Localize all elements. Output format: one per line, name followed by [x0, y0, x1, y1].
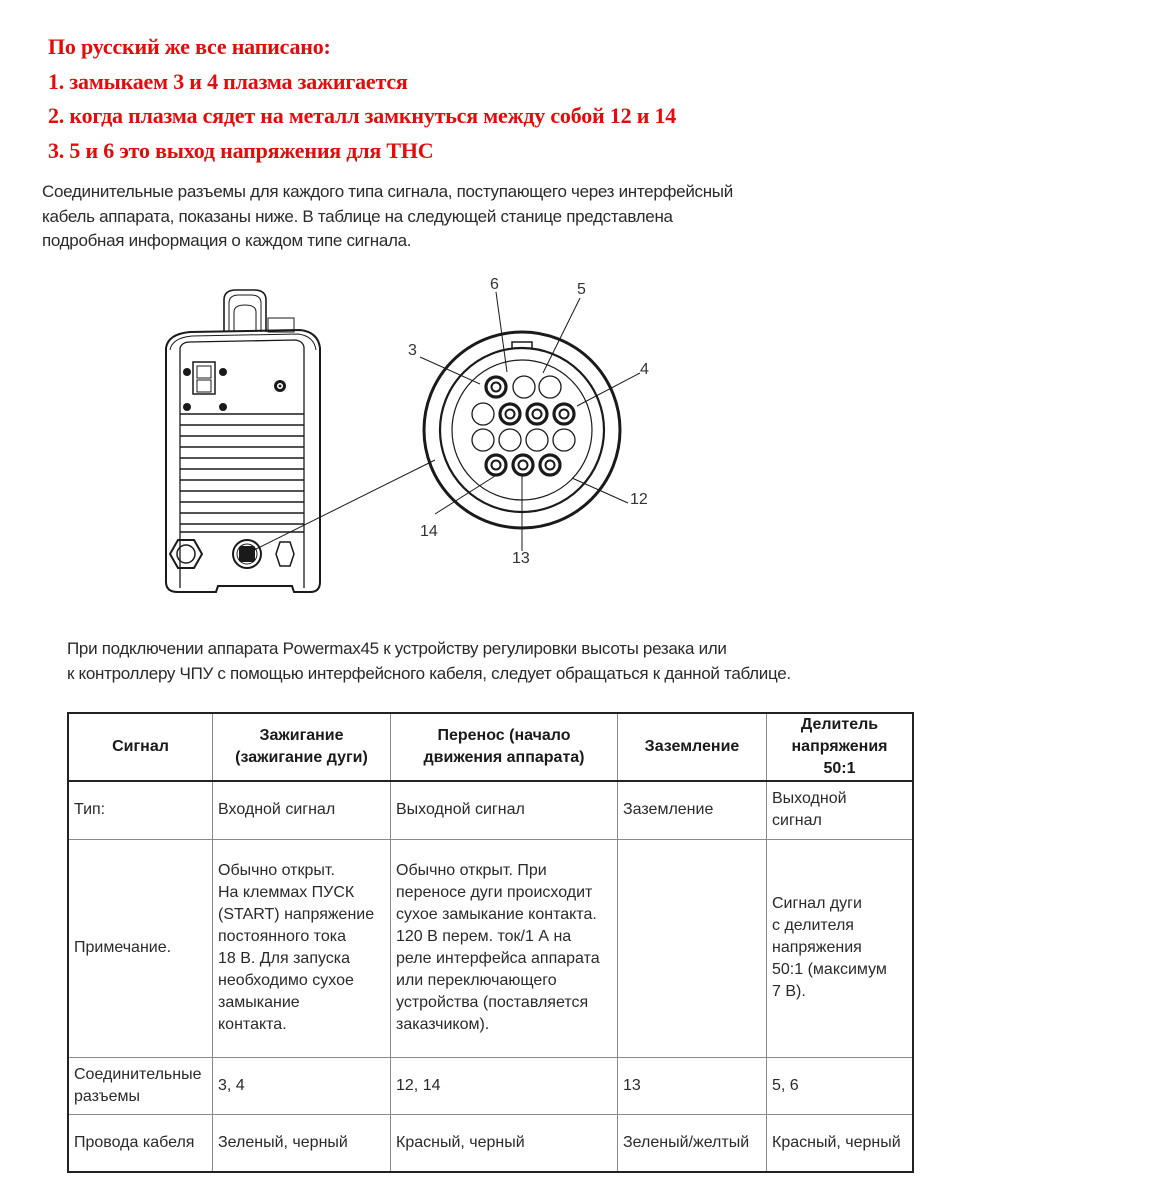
table-row-note — [68, 839, 913, 1057]
pin-label-6: 6 — [490, 276, 499, 293]
paragraph-line: к контроллеру ЧПУ с помощью интерфейсного кабеля, следует обращаться к данной таблице. — [67, 664, 791, 683]
table-cell: Зеленый/желтый — [618, 1114, 767, 1172]
intro-line: подробная информация о каждом типе сигнала. — [42, 231, 412, 250]
table-cell: 12, 14 — [391, 1057, 618, 1114]
table-cell: Сигнал дуги с делителя напряжения 50:1 (максимум 7 В). — [767, 839, 914, 1057]
table-cell-empty — [618, 839, 767, 1057]
annotation-line: 3. 5 и 6 это выход напряжения для THC — [48, 137, 434, 163]
device-and-connector-drawing — [150, 270, 670, 610]
table-row-connectors — [68, 1057, 913, 1114]
connector-figure — [150, 270, 670, 610]
row-label: Тип: — [68, 781, 213, 839]
annotation-line: 2. когда плазма сядет на металл замкнуться между собой 12 и 14 — [48, 103, 677, 128]
paragraph-line: При подключении аппарата Powermax45 к устройству регулировки высоты резака или — [67, 639, 727, 658]
table-cell: Красный, черный — [767, 1114, 914, 1172]
pin-label-3: 3 — [408, 342, 417, 359]
annotation-note — [48, 30, 676, 168]
table-cell: 5, 6 — [767, 1057, 914, 1114]
intro-line: кабель аппарата, показаны ниже. В таблице на следующей станице представлена — [42, 206, 673, 226]
header-ground: Заземление — [618, 713, 767, 781]
table-cell: Красный, черный — [391, 1114, 618, 1172]
table-cell: Обычно открыт. На клеммах ПУСК (START) напряжение постоянного тока 18 В. Для запуска необходимо сухое замыкание контакта. — [213, 839, 391, 1057]
table-cell: 3, 4 — [213, 1057, 391, 1114]
pin-label-13: 13 — [512, 550, 530, 567]
intro-paragraph — [42, 180, 832, 254]
annotation-line: 1. замыкаем 3 и 4 плазма зажигается — [48, 68, 408, 94]
table-cell: Выходной сигнал — [391, 781, 618, 839]
intro-line: Соединительные разъемы для каждого типа сигнала, поступающего через интерфейсный — [42, 182, 733, 201]
pin-label-5: 5 — [577, 281, 586, 298]
table-row-type — [68, 781, 913, 839]
row-label: Провода кабеля — [68, 1114, 213, 1172]
table-intro-paragraph — [67, 636, 791, 686]
row-label: Примечание. — [68, 839, 213, 1057]
table-cell: Заземление — [618, 781, 767, 839]
table-cell: Выходной сигнал — [767, 781, 914, 839]
header-transfer: Перенос (начало движения аппарата) — [391, 713, 618, 781]
pin-label-12: 12 — [630, 491, 648, 508]
table-cell: 13 — [618, 1057, 767, 1114]
table-cell: Входной сигнал — [213, 781, 391, 839]
table-cell: Обычно открыт. При переносе дуги происходит сухое замыкание контакта. 120 В перем. ток/1 А на реле интерфейса аппарата или переключающего устройства (поставляется заказчиком). — [391, 839, 618, 1057]
row-label: Соединительные разъемы — [68, 1057, 213, 1114]
table-row-wires — [68, 1114, 913, 1172]
signal-table — [67, 712, 914, 1173]
table-cell: Зеленый, черный — [213, 1114, 391, 1172]
table-header-row — [68, 713, 913, 781]
pin-label-14: 14 — [420, 523, 438, 540]
header-ignition: Зажигание (зажигание дуги) — [213, 713, 391, 781]
header-signal: Сигнал — [68, 713, 213, 781]
pin-label-4: 4 — [640, 361, 649, 378]
annotation-line: По русский же все написано: — [48, 34, 331, 59]
header-voltage-divider: Делитель напряжения 50:1 — [767, 713, 914, 781]
